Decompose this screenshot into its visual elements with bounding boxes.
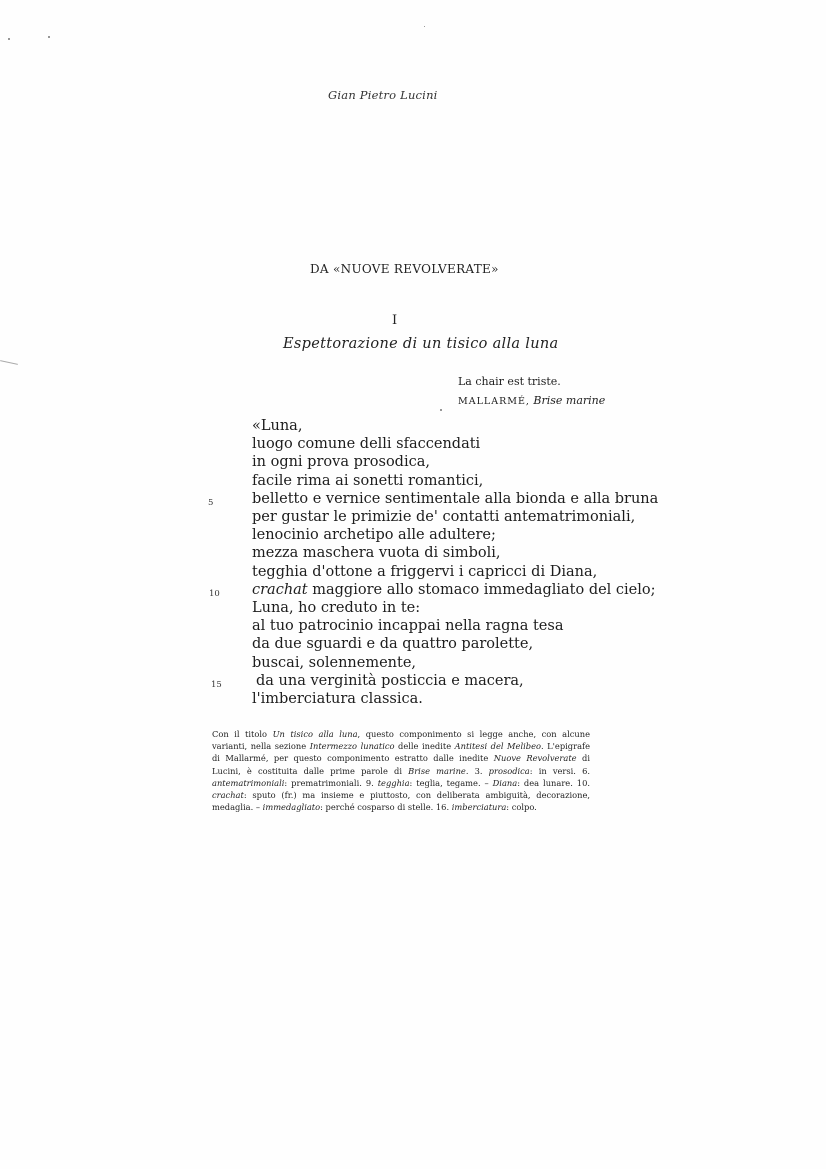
note-text: : perché cosparso di stelle. 16. <box>320 802 452 813</box>
line-number: 10 <box>209 589 220 599</box>
note-italic: prosodica <box>488 765 530 776</box>
poem-line: lenocinio archetipo alle adultere; <box>252 527 496 544</box>
epigraph-author: MALLARMÉ, <box>458 396 530 407</box>
note-italic: tegghia <box>377 777 410 788</box>
note-italic: crachat <box>212 790 244 801</box>
poem-line: luogo comune delli sfaccendati <box>252 436 481 453</box>
footnotes <box>212 728 590 813</box>
poem-line: da una verginità posticcia e macera, <box>256 672 524 689</box>
poem-line: tegghia d'ottone a friggervi i capricci di Diana, <box>252 563 598 580</box>
poem-line: al tuo patrocinio incappai nella ragna tesa <box>252 618 564 635</box>
poem-number: I <box>392 313 398 328</box>
note-italic: imberciatura <box>451 802 507 813</box>
note-text: : in versi. 6. <box>529 765 591 776</box>
poem-line: da due sguardi e da quattro parolette, <box>252 636 534 653</box>
note-text: . L'epigrafe di Mallarmé, per questo componimento estratto dalle inedite <box>212 741 591 764</box>
note-text: : colpo. <box>506 802 537 813</box>
poem-title: Espettorazione di un tisico alla luna <box>283 336 559 352</box>
note-italic: Un tisico alla luna <box>272 729 358 739</box>
poem-line: per gustar le primizie de' contatti antematrimoniali, <box>252 509 636 526</box>
note-italic: immedagliato <box>262 802 321 813</box>
poem-line: buscai, solennemente, <box>252 654 417 671</box>
page-edge-mark <box>0 360 18 365</box>
epigraph <box>458 372 605 411</box>
poem-line: in ogni prova prosodica, <box>252 454 430 471</box>
note-text: : prematrimoniali. 9. <box>284 777 378 788</box>
poem-line: «Luna, <box>252 418 303 434</box>
line-number: 5 <box>208 498 214 508</box>
page-speck <box>48 36 50 38</box>
page-speck <box>424 26 425 27</box>
note-text: : sputo (fr.) ma insieme e piuttosto, con deliberata ambiguità, decorazione, medaglia. – <box>212 790 590 813</box>
epigraph-attribution <box>458 391 605 411</box>
note-italic: Brise marine <box>408 765 466 776</box>
epigraph-work: Brise marine <box>533 394 606 407</box>
epigraph-text: La chair est triste. <box>458 375 561 388</box>
running-head: Gian Pietro Lucini <box>328 88 438 102</box>
poem-foreign-word: crachat <box>252 581 308 598</box>
note-text: Con il titolo <box>212 729 273 739</box>
line-number: 15 <box>211 680 222 690</box>
note-text: di Lucini, è costituita dalle prime parole di <box>212 753 590 776</box>
note-italic: Antitesi del Melibeo <box>454 741 541 752</box>
note-italic: antematrimoniali <box>212 777 285 788</box>
note-text: delle inedite <box>394 741 455 752</box>
note-text: : dea lunare. 10. <box>517 777 591 788</box>
note-text: : teglia, tegame. – <box>409 777 493 788</box>
section-title: DA «NUOVE REVOLVERATE» <box>310 262 499 276</box>
poem-line: l'imberciatura classica. <box>252 691 423 708</box>
poem-line: belletto e vernice sentimentale alla bionda e alla bruna <box>252 490 659 507</box>
page-speck <box>440 409 442 411</box>
note-italic: Nuove Revolverate <box>493 753 577 764</box>
poem-line <box>252 581 656 599</box>
page-speck <box>8 38 10 40</box>
note-text: . 3. <box>465 765 489 776</box>
note-text: , questo componimento si legge anche, con alcune varianti, nella sezione <box>212 729 590 752</box>
poem-line: mezza maschera vuota di simboli, <box>252 545 501 562</box>
poem-line: facile rima ai sonetti romantici, <box>252 472 484 489</box>
note-italic: Diana <box>492 777 518 788</box>
poem-body <box>252 417 659 708</box>
poem-line: Luna, ho creduto in te: <box>252 600 421 617</box>
note-italic: Intermezzo lunatico <box>309 741 395 752</box>
poem-line-rest: maggiore allo stomaco immedagliato del cielo; <box>312 581 656 598</box>
